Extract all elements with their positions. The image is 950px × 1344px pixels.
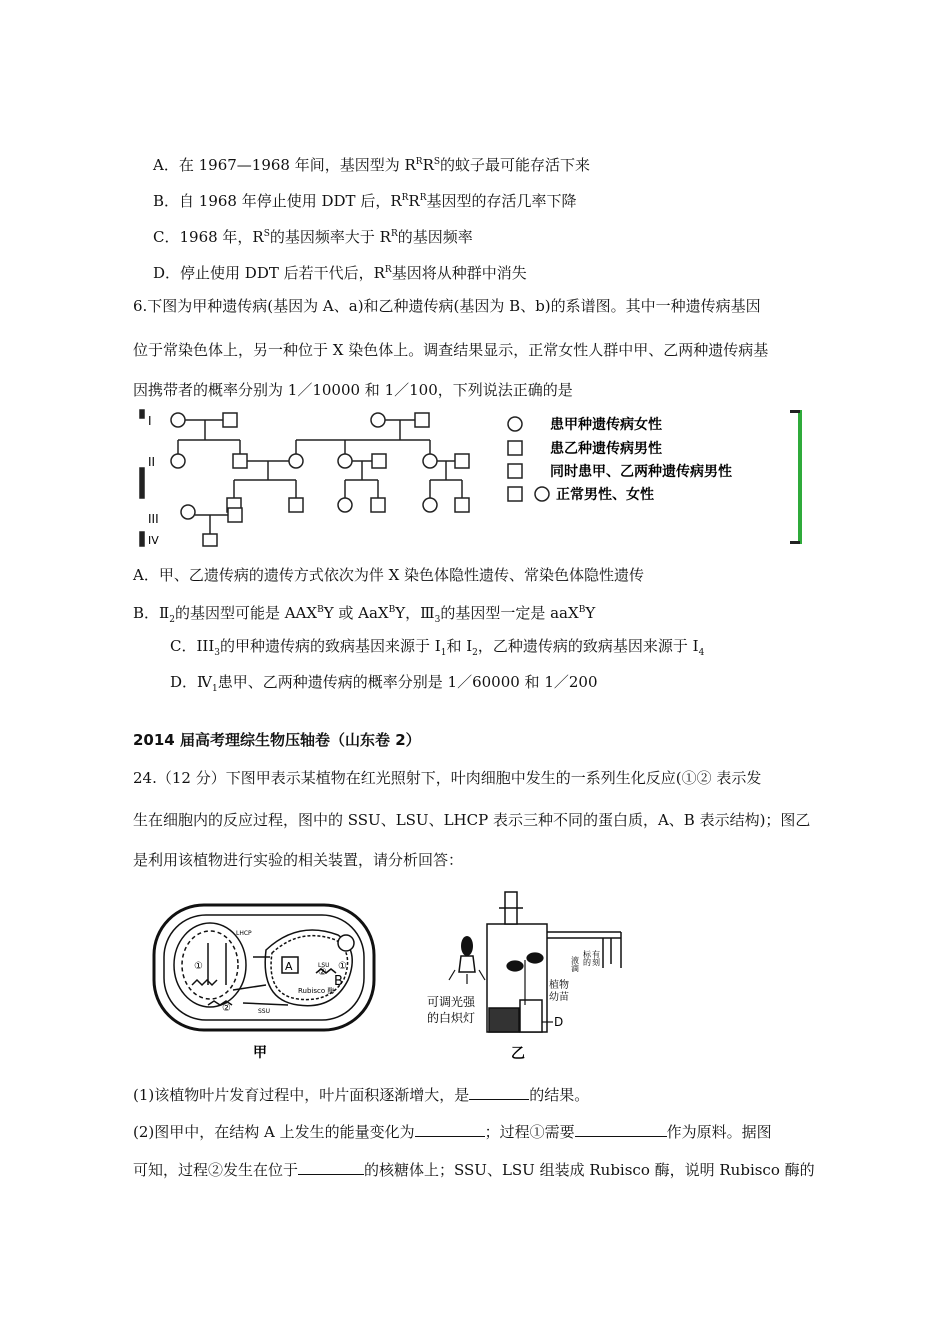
q5-option-b: B．自 1968 年停止使用 DDT 后，$R^RR^R$基因型的存活几率下降 [153, 192, 577, 210]
q6-stem-line3: 因携带者的概率分别为 1／10000 和 1／100，下列说法正确的是 [133, 381, 573, 399]
fig-yi-lamp-line1: 可调光强 [427, 995, 476, 1009]
fig-yi-plant-line2: 幼苗 [549, 992, 569, 1003]
legend-item-2: 患乙种遗传病男性 [550, 441, 662, 457]
q6-option-a: A．甲、乙遗传病的遗传方式依次为伴 X 染色体隐性遗传、常染色体隐性遗传 [133, 566, 645, 584]
fig-jia-label-lsu: LSU [318, 962, 330, 969]
q6-option-c: C．$III_3$的甲种遗传病的致病基因来源于 $I_1$和 $I_2$，乙种遗传病的致病基因来源于 $I_4$ [170, 637, 705, 658]
fig-yi-plant-line1: 植物 [549, 980, 569, 991]
legend-item-1: 患甲种遗传病女性 [550, 417, 662, 433]
fig-jia-label-c2: ② [222, 1003, 231, 1014]
fig-jia-label-ssu: SSU [258, 1008, 271, 1015]
legend-item-4: 正常男性、女性 [556, 487, 654, 503]
q24-stem-line3: 是利用该植物进行实验的相关装置，请分析回答： [133, 851, 464, 869]
fig-yi-drop-label: 液滴 [570, 956, 580, 972]
q6-option-b: B．$Ⅱ_2$的基因型可能是 $AAX^BY$ 或 AaX$^B$Y，$Ⅲ_3$的基因型一定是 aaX$^B$Y [133, 604, 596, 625]
gen-label-iii: III [148, 512, 159, 526]
fig-jia-label-c1b: ① [338, 961, 347, 972]
fig-jia-label-c1: ① [194, 961, 203, 972]
figure-yi-apparatus [425, 890, 635, 1065]
section-title: 2014 届高考理综生物压轴卷（山东卷 2） [133, 731, 421, 749]
legend-item-3: 同时患甲、乙两种遗传病男性 [550, 464, 732, 480]
fig-jia-label-b: B [334, 974, 343, 989]
q6-stem-line2: 位于常染色体上，另一种位于 X 染色体上。调查结果显示，正常女性人群中甲、乙两种遗传病基 [133, 341, 769, 359]
q5-option-a: A．在 1967—1968 年间，基因型为 $R^RR^S$的蚊子最可能存活下来 [153, 156, 591, 174]
fig-yi-caption: 乙 [511, 1046, 525, 1062]
fig-jia-label-a: A [285, 960, 293, 973]
q24-part2: (2)图甲中，在结构 A 上发生的能量变化为 ；过程①需要 作为原料。据图 [133, 1123, 772, 1141]
q24-stem-line1: 24.（12 分）下图甲表示某植物在红光照射下，叶肉细胞中发生的一系列生化反应(①② 表示发 [133, 769, 762, 787]
fig-yi-label-d: D [554, 1015, 564, 1029]
answer-blank-4[interactable] [298, 1160, 364, 1175]
gen-label-iv: IV [148, 534, 159, 547]
answer-blank-1[interactable] [469, 1085, 529, 1100]
fig-jia-label-rubisco: Rubisco 酶 [298, 987, 335, 995]
q5-option-d: D．停止使用 DDT 后若干代后，$R^R$基因将从种群中消失 [153, 264, 527, 282]
q24-stem-line2: 生在细胞内的反应过程，图中的 SSU、LSU、LHCP 表示三种不同的蛋白质，A、B 表示结构)；图乙 [133, 811, 811, 829]
figure-jia-cell [148, 895, 388, 1065]
gen-label-ii: II [148, 455, 156, 469]
fig-yi-lamp-line2: 的白炽灯 [427, 1011, 476, 1025]
q5-option-c: C．1968 年，$R^S$的基因频率大于 $R^R$的基因频率 [153, 228, 473, 246]
q6-stem-line1: 6.下图为甲种遗传病(基因为 A、a)和乙种遗传病(基因为 B、b)的系谱图。其中一种遗传病基因 [133, 297, 761, 315]
answer-blank-2[interactable] [415, 1122, 485, 1137]
q24-part1: (1)该植物叶片发育过程中，叶片面积逐渐增大，是 的结果。 [133, 1086, 590, 1104]
fig-jia-label-lhcp: LHCP [236, 930, 252, 937]
q24-part3: 可知，过程②发生在位于 的核糖体上；SSU、LSU 组装成 Rubisco 酶，说明 Rubisco 酶的 [133, 1161, 815, 1179]
fig-yi-tube-label2: 有刻 [591, 950, 601, 966]
pedigree-figure [130, 408, 830, 548]
q6-option-d: D．$Ⅳ_1$患甲、乙两种遗传病的概率分别是 1／60000 和 1／200 [170, 673, 598, 694]
gen-label-i: I [148, 414, 152, 428]
fig-jia-label-c2b: ② [318, 967, 327, 978]
fig-yi-tube-label: 标的 [582, 950, 592, 966]
fig-jia-caption: 甲 [253, 1045, 267, 1061]
answer-blank-3[interactable] [575, 1122, 667, 1137]
